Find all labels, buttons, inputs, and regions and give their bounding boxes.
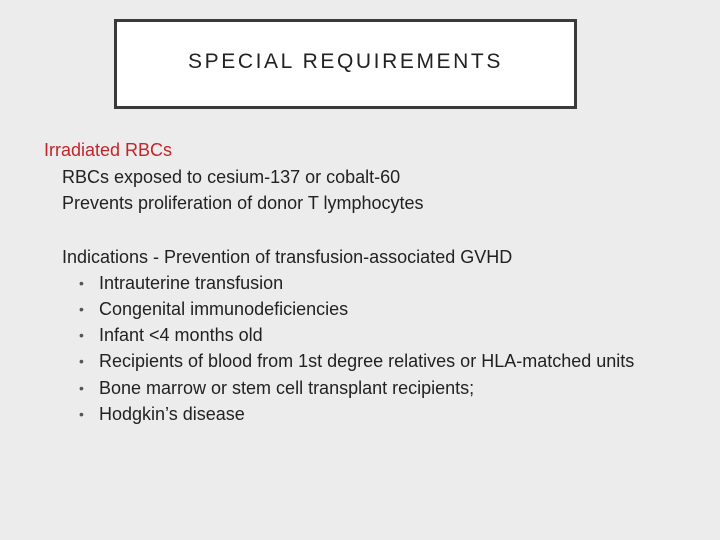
bullet-text: Congenital immunodeficiencies	[99, 299, 349, 319]
detail-line: Prevents proliferation of donor T lymphocytes	[62, 193, 424, 213]
bullet-icon: •	[79, 406, 84, 422]
bullet-text: Intrauterine transfusion	[99, 273, 284, 293]
bullet-icon: •	[79, 380, 84, 396]
bullet-text: Recipients of blood from 1st degree relatives or HLA-matched units	[99, 351, 635, 371]
detail-line: RBCs exposed to cesium-137 or cobalt-60	[62, 167, 401, 187]
bullet-icon: •	[79, 275, 84, 291]
bullet-text: Infant <4 months old	[99, 325, 263, 345]
slide-title: SPECIAL REQUIREMENTS	[188, 50, 503, 73]
bullet-icon: •	[79, 327, 84, 343]
bullet-text: Bone marrow or stem cell transplant recipients;	[99, 378, 475, 398]
bullet-icon: •	[79, 301, 84, 317]
section-heading: Irradiated RBCs	[44, 140, 173, 160]
bullet-icon: •	[79, 353, 84, 369]
indications-heading: Indications - Prevention of transfusion-associated GVHD	[62, 247, 513, 267]
bullet-text: Hodgkin’s disease	[99, 404, 245, 424]
